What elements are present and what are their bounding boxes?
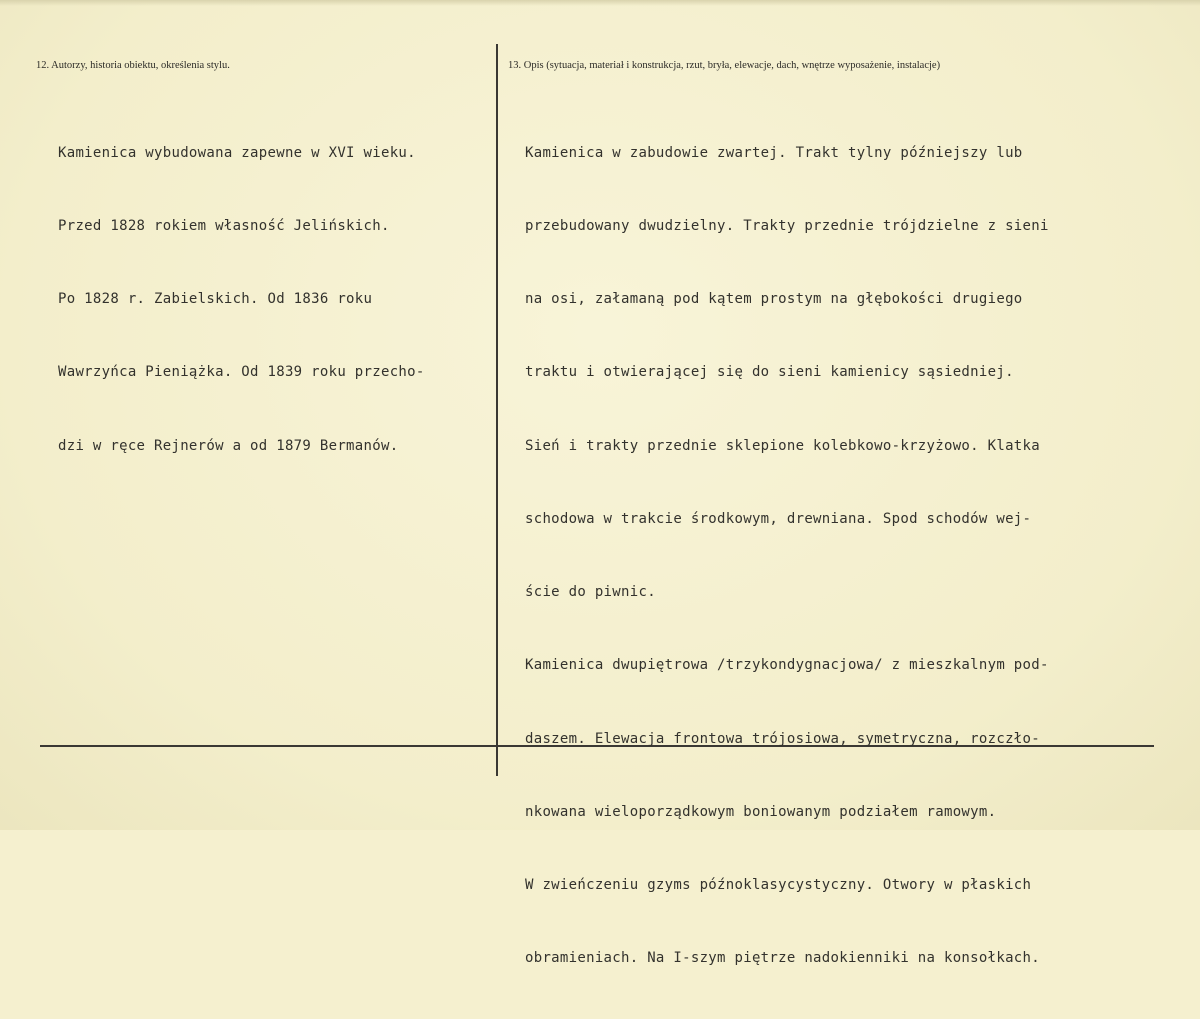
text-line: traktu i otwierającej się do sieni kamienicy sąsiedniej. — [525, 364, 1014, 381]
text-line: nkowana wieloporządkowym boniowanym podziałem ramowym. — [525, 803, 997, 820]
section-12-label: 12. Autorzy, historia obiektu, określenia stylu. — [36, 60, 230, 71]
section-13-text — [525, 92, 1049, 1019]
text-line: dzi w ręce Rejnerów a od 1879 Bermanów. — [58, 437, 399, 454]
text-line: W zwieńczeniu gzyms późnoklasycystyczny. Otwory w płaskich — [525, 877, 1032, 893]
section-13-label: 13. Opis (sytuacja, materiał i konstrukcja, rzut, bryła, elewacje, dach, wnętrze wyposażenie, instalacje) — [508, 60, 941, 71]
text-line: Po 1828 r. Zabielskich. Od 1836 roku — [58, 291, 373, 308]
text-line: Kamienica w zabudowie zwartej. Trakt tylny późniejszy lub — [525, 144, 1023, 161]
text-line: schodowa w trakcie środkowym, drewniana. Spod schodów wej- — [525, 510, 1032, 527]
section-12-text — [58, 92, 425, 507]
card-top-edge — [0, 0, 1200, 6]
text-line: obramieniach. Na I-szym piętrze nadokienniki na konsołkach. — [525, 950, 1040, 967]
text-line: Kamienica dwupiętrowa /trzykondygnacjowa/ z mieszkalnym pod- — [525, 657, 1049, 674]
text-line: daszem. Elewacja frontowa trójosiowa, symetryczna, rozczło- — [525, 730, 1040, 747]
text-line: na osi, załamaną pod kątem prostym na głębokości drugiego — [525, 291, 1023, 308]
text-line: przebudowany dwudzielny. Trakty przednie trójdzielne z sieni — [525, 218, 1049, 235]
text-line: Wawrzyńca Pieniążka. Od 1839 roku przecho- — [58, 364, 425, 381]
text-line: Kamienica wybudowana zapewne w XVI wieku. — [58, 144, 416, 161]
vertical-divider — [496, 44, 498, 776]
text-line: ście do piwnic. — [525, 584, 656, 601]
text-line: Przed 1828 rokiem własność Jelińskich. — [58, 218, 390, 235]
text-line: Sień i trakty przednie sklepione kolebkowo-krzyżowo. Klatka — [525, 437, 1040, 454]
